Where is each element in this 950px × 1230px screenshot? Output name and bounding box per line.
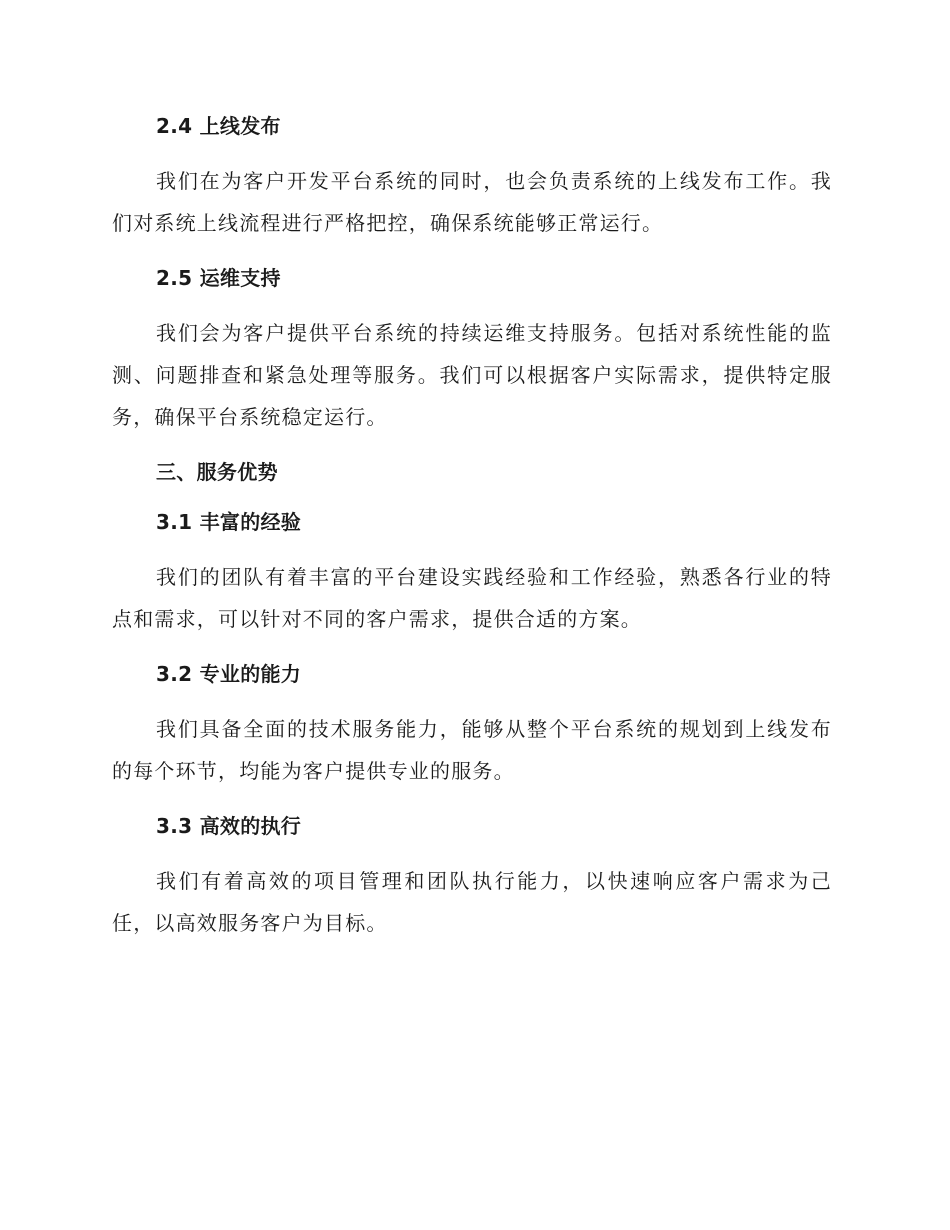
section-paragraph-3-3: 我们有着高效的项目管理和团队执行能力，以快速响应客户需求为己任，以高效服务客户为目标。 <box>112 869 832 935</box>
section-heading-2-5: 2.5 运维支持 <box>156 266 281 290</box>
section-heading-3-3: 3.3 高效的执行 <box>156 814 302 838</box>
section-paragraph-2-5: 我们会为客户提供平台系统的持续运维支持服务。包括对系统性能的监测、问题排查和紧急处理等服务。我们可以根据客户实际需求，提供特定服务，确保平台系统稳定运行。 <box>112 321 832 429</box>
section-heading-2-4: 2.4 上线发布 <box>156 114 281 138</box>
section-paragraph-3-2: 我们具备全面的技术服务能力，能够从整个平台系统的规划到上线发布的每个环节，均能为客户提供专业的服务。 <box>112 717 832 783</box>
section-paragraph-2-4: 我们在为客户开发平台系统的同时，也会负责系统的上线发布工作。我们对系统上线流程进行严格把控，确保系统能够正常运行。 <box>112 169 832 235</box>
section-heading-3-2: 3.2 专业的能力 <box>156 662 302 686</box>
section-heading-3-1: 3.1 丰富的经验 <box>156 510 302 534</box>
section-paragraph-3-1: 我们的团队有着丰富的平台建设实践经验和工作经验，熟悉各行业的特点和需求，可以针对不同的客户需求，提供合适的方案。 <box>112 565 832 631</box>
chapter-heading-3: 三、服务优势 <box>156 460 278 484</box>
document-body <box>112 110 832 962</box>
